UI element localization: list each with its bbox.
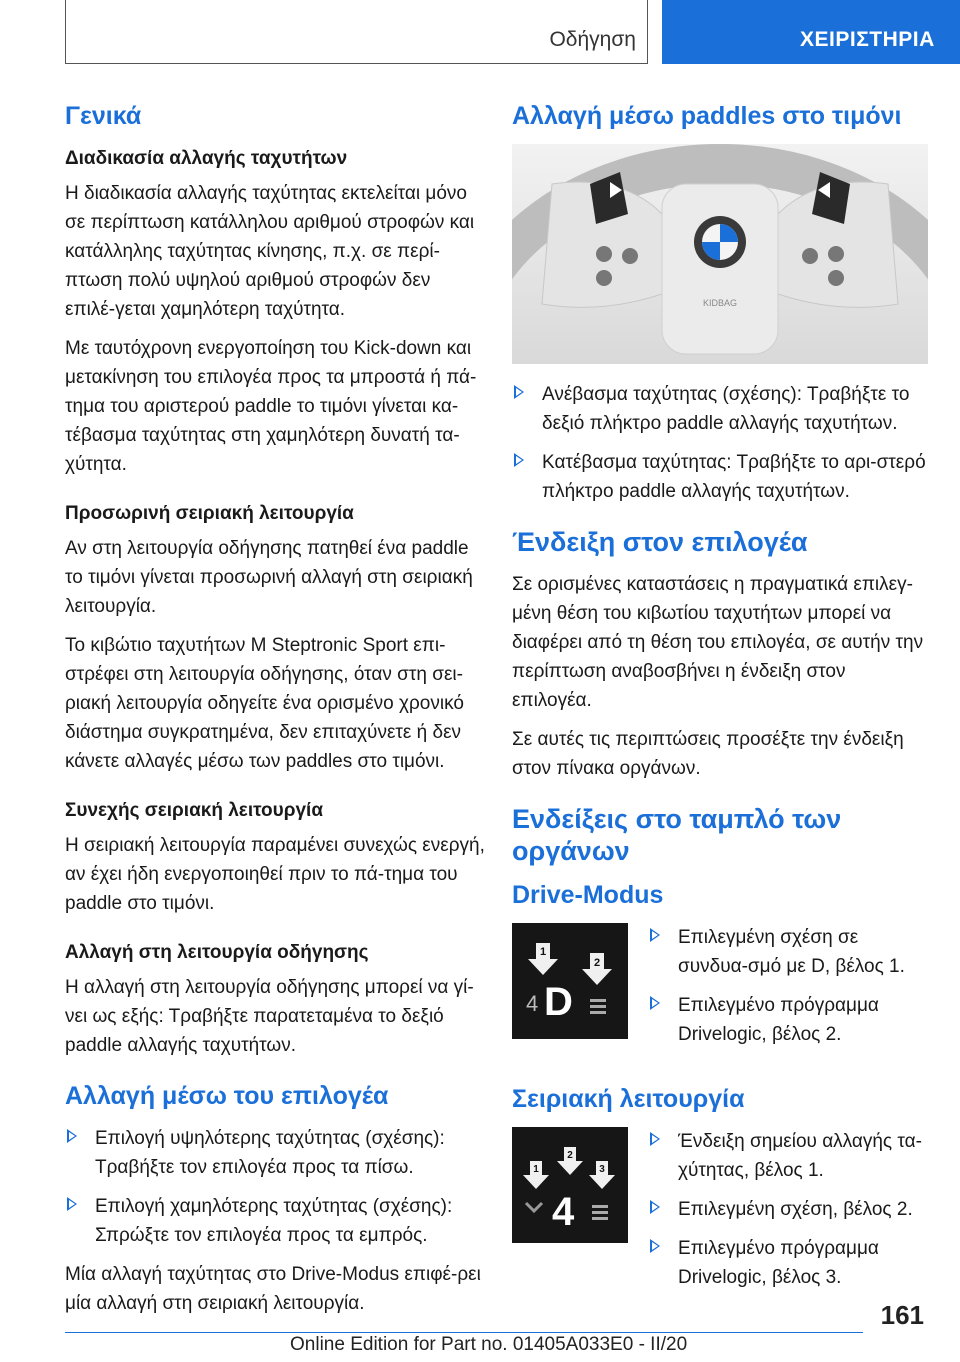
switch-drive-paragraph: Η αλλαγή στη λειτουργία οδήγησης μπορεί να γί-νει ως εξής: Τραβήξτε παρατεταμένα το δεξιό paddle αλλαγής ταχυτήτων.	[65, 977, 474, 1056]
procedure-heading: Διαδικασία αλλαγής ταχυτήτων	[65, 148, 348, 169]
drive-modus-figure-row	[512, 923, 928, 1069]
display-paragraph-1: Σε ορισμένες καταστάσεις η πραγματικά επιλεγ-μένη θέση του κιβωτίου ταχυτήτων μπορεί να διαφέρει από τη θέση του επιλογέα, σε αυτήν την περίπτωση αναβοσβήνει η ένδειξη στον επιλογέα.	[512, 574, 924, 711]
continuous-paragraph: Η σειριακή λειτουργία παραμένει συνεχώς ενεργή, αν έχει ήδη ενεργοποιηθεί πριν το πά-τημα του paddle στο τιμόνι.	[65, 835, 485, 914]
gear-number: 4	[526, 991, 539, 1016]
temporary-paragraph-2: Το κιβώτιο ταχυτήτων M Steptronic Sport επι-στρέφει στη λειτουργία οδήγησης, όταν στη σει-ριακή λειτουργία οδηγείτε ένα ορισμένο χρονικό διάστημα συγκρατημένα, δεν επιταχύνετε ή δεν κάνετε αλλαγές μέσω των paddles στο τιμόνι.	[65, 635, 464, 772]
selector-paragraph: Μία αλλαγή ταχύτητας στο Drive-Modus επιφέ-ρει μία αλλαγή στη σειριακή λειτουργία.	[65, 1264, 481, 1314]
bullet-triangle-icon	[650, 1132, 660, 1146]
list-item: Επιλεγμένη σχέση, βέλος 2.	[648, 1195, 928, 1224]
list-item: Επιλεγμένο πρόγραμμα Drivelogic, βέλος 2.	[648, 991, 928, 1049]
drive-letter: D	[544, 980, 573, 1024]
bullet-triangle-icon	[650, 1239, 660, 1253]
general-title: Γενικά	[65, 102, 142, 130]
svg-text:2: 2	[593, 957, 601, 969]
bullet-triangle-icon	[514, 385, 524, 399]
left-column	[65, 100, 485, 1328]
list-item: Επιλογή υψηλότερης ταχύτητας (σχέσης): Τραβήξτε τον επιλογέα προς τα πίσω.	[65, 1124, 485, 1182]
procedure-paragraph-1: Η διαδικασία αλλαγής ταχύτητας εκτελείται μόνο σε περίπτωση κατάλληλου αριθμού στροφών και κατάλληλης ταχύτητας κίνησης, π.χ. σε περί-πτωση πολύ υψηλού αριθμού στροφών δεν επιλέ-γεται χαμηλότερη ταχύτητα.	[65, 183, 475, 320]
drive-modus-title: Drive-Modus	[512, 881, 664, 909]
switch-drive-heading: Αλλαγή στη λειτουργία οδήγησης	[65, 942, 369, 963]
svg-text:2: 2	[567, 1150, 573, 1161]
svg-text:3: 3	[599, 1164, 605, 1175]
selector-title: Αλλαγή μέσω του επιλογέα	[65, 1082, 389, 1110]
bullet-triangle-icon	[67, 1197, 77, 1211]
list-item: Επιλεγμένο πρόγραμμα Drivelogic, βέλος 3.	[648, 1234, 928, 1292]
edition-footer: Online Edition for Part no. 01405A033E0 - II/20	[290, 1334, 688, 1355]
paddles-list	[512, 380, 928, 506]
page-number: 161	[880, 1300, 924, 1330]
sequential-title: Σειριακή λειτουργία	[512, 1085, 745, 1113]
sequential-display-image	[512, 1127, 628, 1243]
bullet-triangle-icon	[650, 928, 660, 942]
list-item: Επιλογή χαμηλότερης ταχύτητας (σχέσης): Σπρώξτε τον επιλογέα προς τα εμπρός.	[65, 1192, 485, 1250]
section-title: Οδήγηση	[549, 28, 636, 51]
temporary-sequential-heading: Προσωρινή σειριακή λειτουργία	[65, 503, 354, 524]
drive-modus-list	[648, 923, 928, 1059]
list-item: Ένδειξη σημείου αλλαγής τα-χύτητας, βέλος 1.	[648, 1127, 928, 1185]
temporary-paragraph-1: Αν στη λειτουργία οδήγησης πατηθεί ένα paddle το τιμόνι γίνεται προσωρινή αλλαγή στη σειριακή λειτουργία.	[65, 538, 473, 617]
cluster-title: Ενδείξεις στο ταμπλό των οργάνων	[512, 804, 842, 866]
gear-number: 4	[552, 1190, 575, 1234]
chapter-tab	[662, 0, 960, 64]
bullet-triangle-icon	[67, 1129, 77, 1143]
list-item: Κατέβασμα ταχύτητας: Τραβήξτε το αρι-στερό πλήκτρο paddle αλλαγής ταχυτήτων.	[512, 448, 928, 506]
procedure-paragraph-2: Με ταυτόχρονη ενεργοποίηση του Kick-down και μετακίνηση του επιλογέα προς τα μπροστά ή πά-τημα του αριστερού paddle το τιμόνι γίνεται κα-τέβασμα ταχύτητας στη χαμηλότερη δυνατή τα-χύτητα.	[65, 338, 477, 475]
selector-list	[65, 1124, 485, 1250]
sequential-figure-row	[512, 1127, 928, 1312]
selector-display-title: Ένδειξη στον επιλογέα	[512, 527, 808, 557]
list-item: Ανέβασμα ταχύτητας (σχέσης): Τραβήξτε το δεξιό πλήκτρο paddle αλλαγής ταχυτήτων.	[512, 380, 928, 438]
wheel-logo-text: KIDBAG	[702, 298, 738, 308]
right-column	[512, 100, 928, 1326]
bullet-triangle-icon	[514, 453, 524, 467]
svg-text:1: 1	[539, 946, 547, 958]
bullet-triangle-icon	[650, 996, 660, 1010]
chapter-title: ΧΕΙΡΙΣΤΗΡΙΑ	[800, 28, 935, 51]
paddles-title: Αλλαγή μέσω paddles στο τιμόνι	[512, 102, 902, 130]
sequential-list	[648, 1127, 928, 1302]
steering-wheel-image	[512, 144, 928, 364]
drive-modus-display-image	[512, 923, 628, 1039]
continuous-sequential-heading: Συνεχής σειριακή λειτουργία	[65, 800, 323, 821]
display-paragraph-2: Σε αυτές τις περιπτώσεις προσέξτε την ένδειξη στον πίνακα οργάνων.	[512, 729, 904, 779]
footer-divider	[65, 1332, 863, 1333]
list-item: Επιλεγμένη σχέση σε συνδυα-σμό με D, βέλος 1.	[648, 923, 928, 981]
svg-text:1: 1	[533, 1164, 539, 1175]
bullet-triangle-icon	[650, 1200, 660, 1214]
